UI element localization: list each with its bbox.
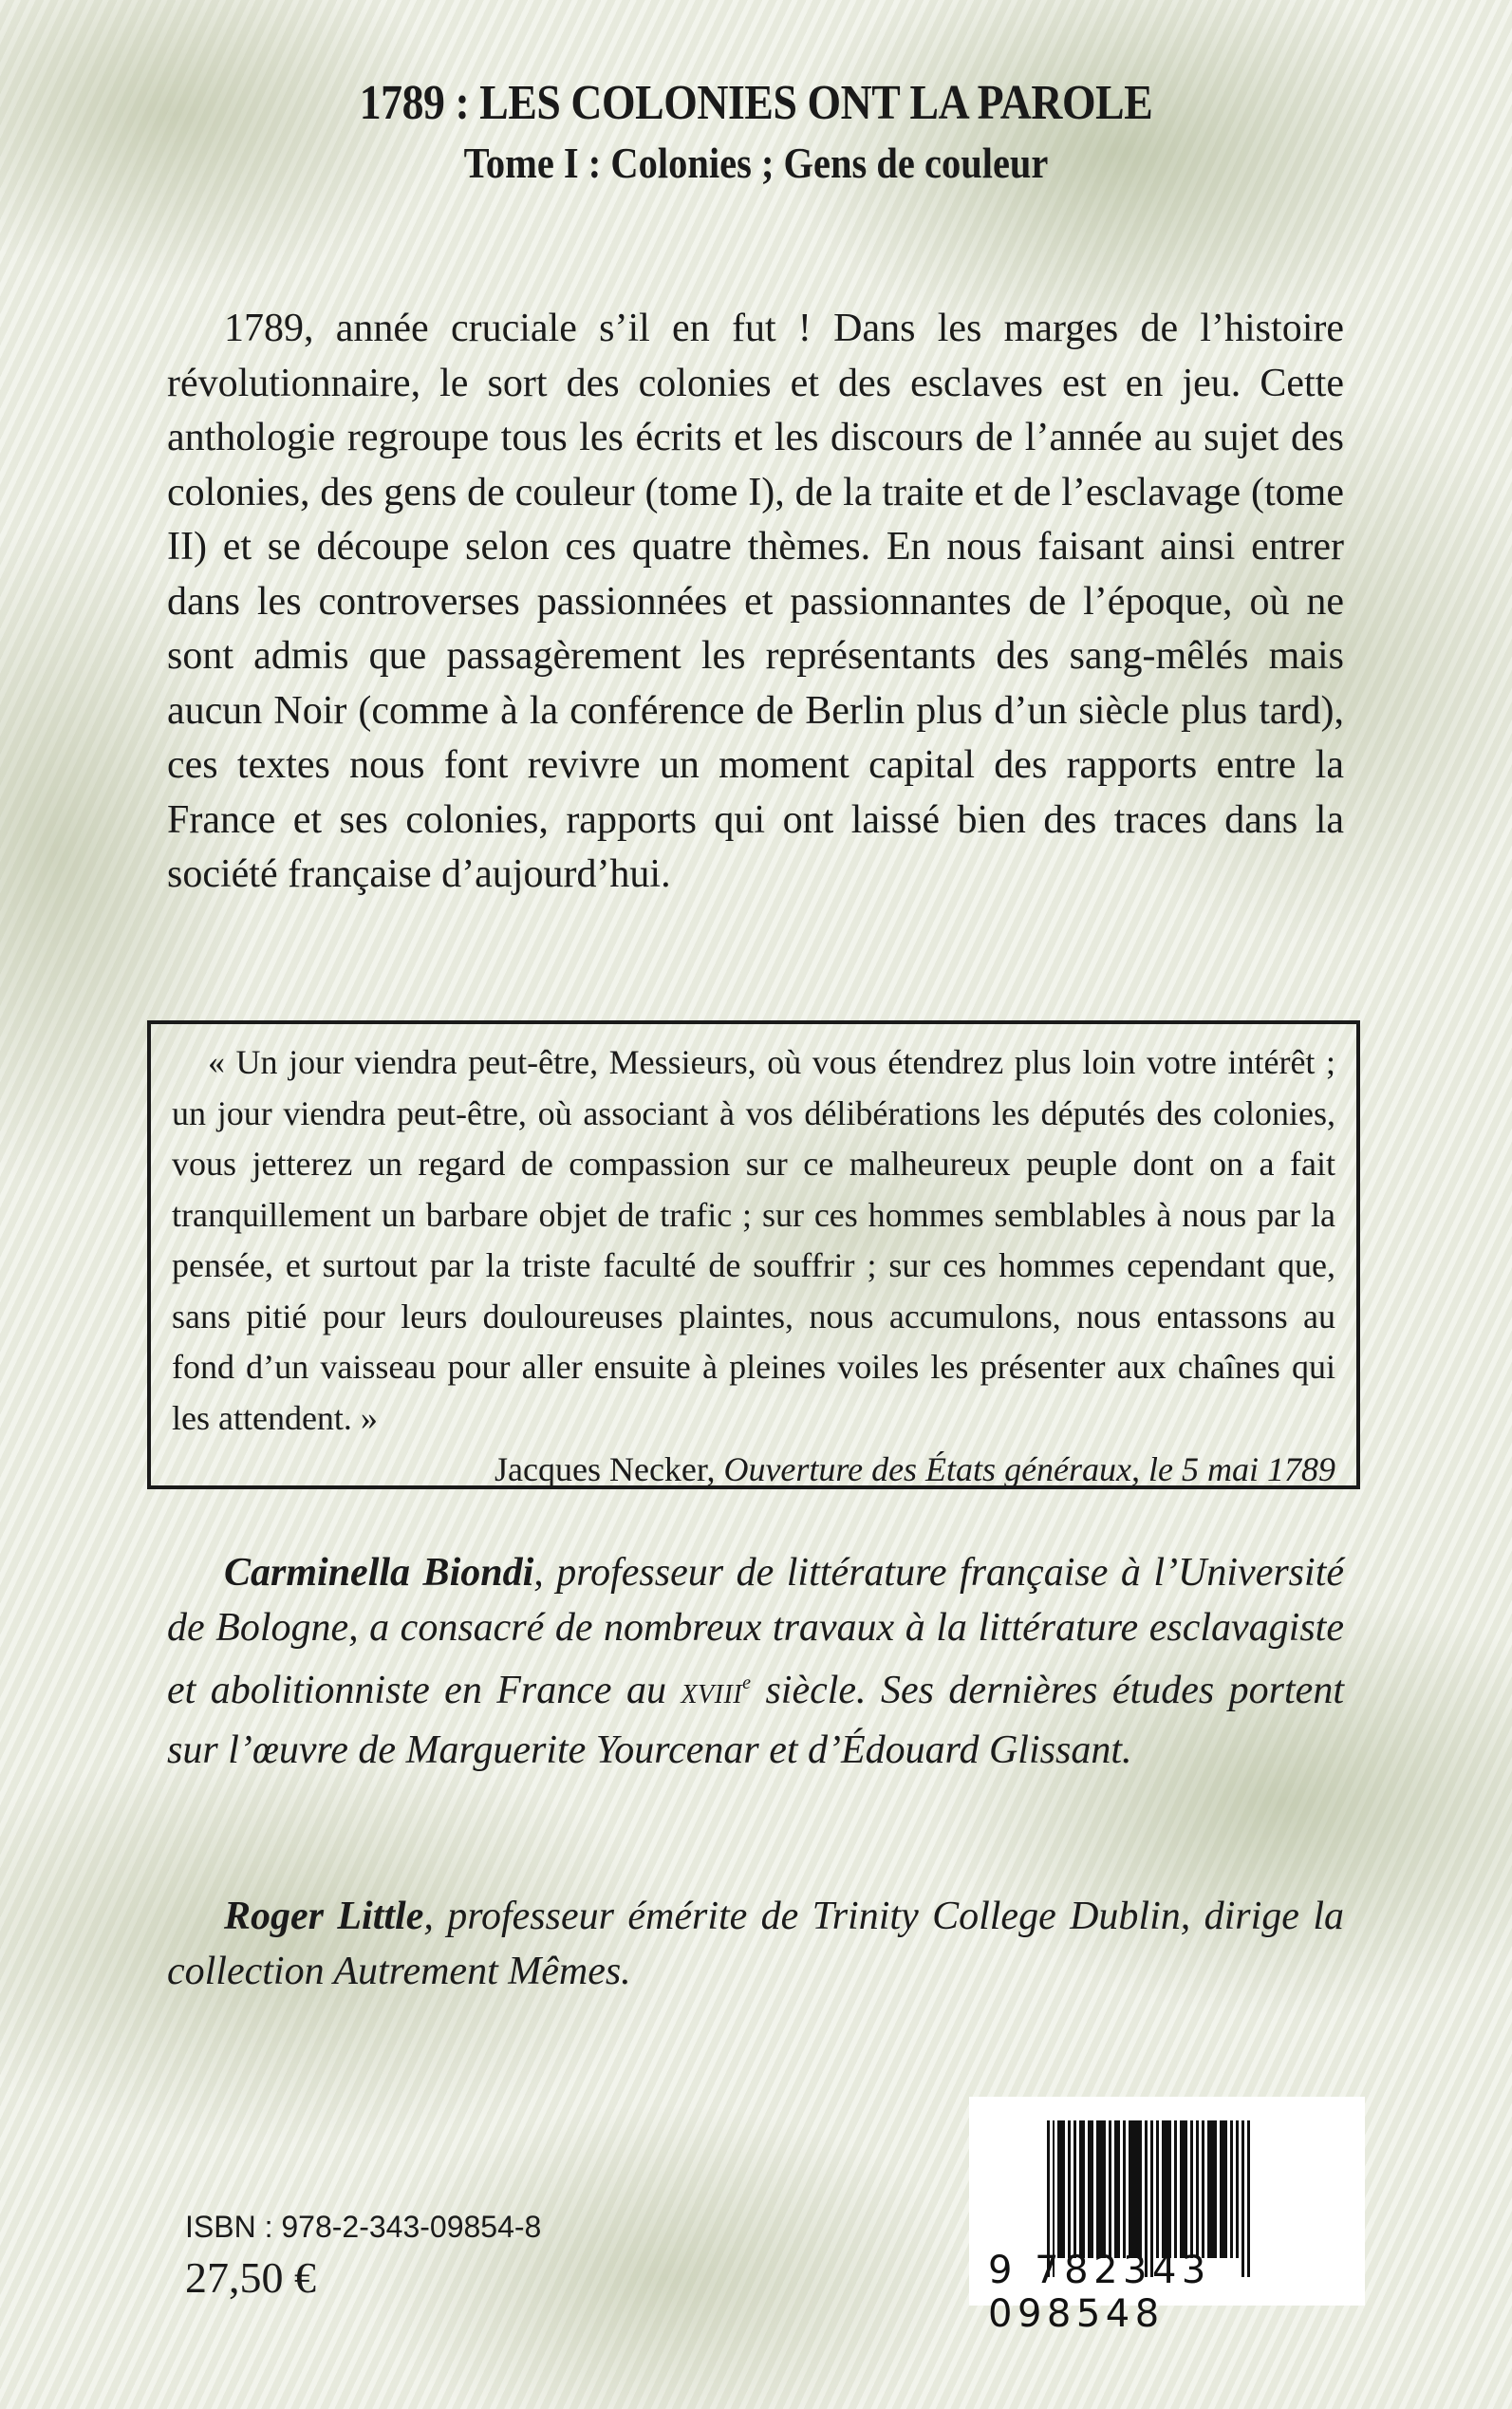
author-name: Roger Little	[224, 1895, 424, 1938]
barcode	[969, 2097, 1365, 2336]
book-title: 1789 : LES COLONIES ONT LA PAROLE	[359, 76, 1153, 130]
author-name: Carminella Biondi	[224, 1551, 534, 1595]
blurb-paragraph: 1789, année cruciale s’il en fut ! Dans les marges de l’histoire révolutionnaire, le sort des colonies et des esclaves est en jeu. Cette anthologie regroupe tous les écrits et les discours de l’année au sujet des colonies, des gens de couleur (tome I), de la traite et de l’esclavage (tome II) et se découpe selon ces quatre thèmes. En nous faisant ainsi entrer dans les controverses passionnées et passionnantes de l’époque, où ne sont admis que passagèrement les représentants des sang-mêlés mais aucun Noir (comme à la conférence de Berlin plus d’un siècle plus tard), ces textes nous font revivre un moment capital des rapports entre la France et ses colonies, rapports qui ont laissé bien des traces dans la société française d’aujourd’hui.	[167, 307, 1344, 896]
author-bio-biondi	[167, 1545, 1344, 1778]
bio-text: siècle. Ses dernières études portent sur l’œuvre de Marguerite Yourcenar et d’Édouard Glissant.	[167, 1669, 1344, 1772]
author-bio-little	[167, 1889, 1344, 1999]
quote-source: Ouverture des États généraux, le 5 mai 1789	[723, 1450, 1335, 1488]
barcode-digits: 9 782343 098548	[988, 2249, 1211, 2336]
century-numeral: XVIII	[681, 1680, 743, 1709]
isbn: ISBN : 978-2-343-09854-8	[185, 2210, 542, 2244]
book-subtitle: Tome I : Colonies ; Gens de couleur	[463, 139, 1049, 187]
bio-text: , professeur de littérature française à l’Université de Bologne, a consacré de nombreux travaux à la littérature esclavagiste et abolitionniste en France au	[167, 1551, 1345, 1712]
price: 27,50 €	[185, 2253, 316, 2302]
quote-attribution	[172, 1446, 1335, 1493]
title-block	[0, 74, 1512, 190]
quote-text: « Un jour viendra peut-être, Messieurs, où vous étendrez plus loin votre intérêt ; un jour viendra peut-être, où associant à vos délibérations les députés des colonies, vous jetterez un regard de compassion sur ce malheureux peuple dont on a fait tranquillement un barbare objet de trafic ; sur ces hommes semblables à nous par la pensée, et surtout par la triste faculté de souffrir ; sur ces hommes cependant que, sans pitié pour leurs douloureuses plaintes, nous accumulons, nous entassons au fond d’un vaisseau pour aller ensuite à pleines voiles les présenter aux chaînes qui les attendent. »	[172, 1043, 1335, 1437]
quote-author: Jacques Necker,	[495, 1450, 724, 1488]
bio-text: , professeur émérite de Trinity College Dublin, dirige la collection Autrement Mêmes.	[167, 1895, 1344, 1993]
quote-box	[147, 1020, 1360, 1489]
century-superscript: e	[742, 1672, 752, 1693]
